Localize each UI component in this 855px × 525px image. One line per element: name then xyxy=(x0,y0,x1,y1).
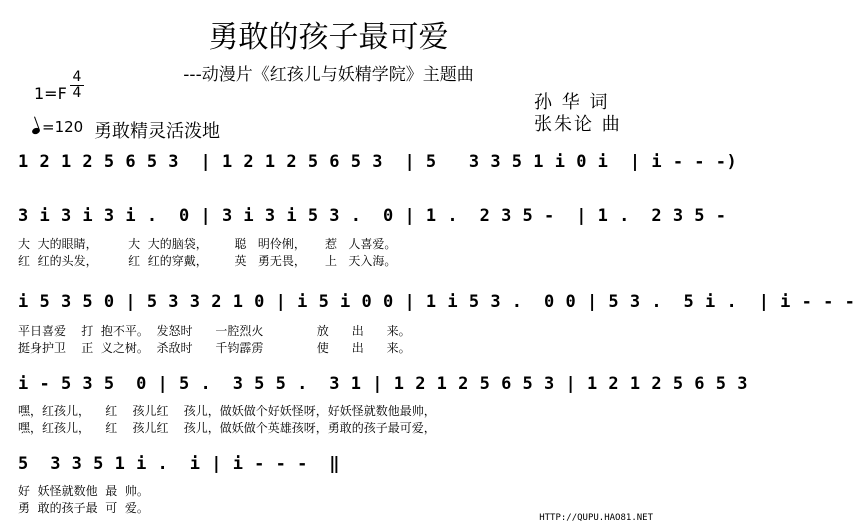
lyric-line-2-verse-2: 红 红的头发， 红 红的穿戴， 英 勇无畏， 上 天入海。 xyxy=(18,254,397,268)
lyric-line-4-verse-1: 嘿，红孩儿， 红 孩儿红 孩儿，做妖做个好妖怪呀，好妖怪就数他最帅， xyxy=(18,404,436,418)
time-signature-bottom: 4 xyxy=(70,85,84,101)
lyric-line-5-verse-2: 勇 敢的孩子最 可 爱。 xyxy=(18,501,149,515)
time-signature-top: 4 xyxy=(72,69,82,85)
expression-marking: 勇敢精灵活泼地 xyxy=(94,121,220,142)
watermark: HTTP://QUPU.HAO81.NET xyxy=(539,513,653,523)
time-signature xyxy=(70,70,84,101)
notation-line-4: i - 5 3 5 0 | 5 . 3 5 5 . 3 1 | 1 2 1 2 5 6 5 3 | 1 2 1 2 5 6 5 3 xyxy=(18,374,748,394)
lyricist-credit: 孙 华 词 xyxy=(534,92,610,113)
lyric-line-2-verse-1: 大 大的眼睛， 大 大的脑袋， 聪 明伶俐， 惹 人喜爱。 xyxy=(18,237,397,251)
lyric-line-4-verse-2: 嘿，红孩儿， 红 孩儿红 孩儿，做妖做个英雄孩呀，勇敢的孩子最可爱， xyxy=(18,421,436,435)
quarter-note-icon xyxy=(31,127,41,135)
tempo-marking xyxy=(32,118,83,136)
song-title: 勇敢的孩子最可爱 xyxy=(208,20,449,55)
composer-credit: 张朱论 曲 xyxy=(534,114,622,135)
key-signature: 1=F xyxy=(34,84,67,103)
notation-line-3: i 5 3 5 0 | 5 3 3 2 1 0 | i 5 i 0 0 | 1 i 5 3 . 0 0 | 5 3 . 5 i . | i - - - xyxy=(18,292,855,312)
lyric-line-3-verse-1: 平日喜爱 打 抱不平。 发怒时 一腔烈火 放 出 来。 xyxy=(18,324,411,338)
notation-line-5: 5 3 3 5 1 i . i | i - - - ‖ xyxy=(18,454,341,474)
lyric-line-3-verse-2: 挺身护卫 正 义之树。 杀敌时 千钧霹雳 使 出 来。 xyxy=(18,341,411,355)
song-subtitle: ---动漫片《红孩儿与妖精学院》主题曲 xyxy=(183,65,474,85)
tempo-value: =120 xyxy=(42,118,84,136)
notation-line-2: 3 i 3 i 3 i . 0 | 3 i 3 i 5 3 . 0 | 1 . 2 3 5 - | 1 . 2 3 5 - xyxy=(18,206,727,226)
lyric-line-5-verse-1: 好 妖怪就数他 最 帅。 xyxy=(18,484,149,498)
notation-line-1: 1 2 1 2 5 6 5 3 | 1 2 1 2 5 6 5 3 | 5 3 3 5 1 i 0 i | i - - -) xyxy=(18,152,738,172)
